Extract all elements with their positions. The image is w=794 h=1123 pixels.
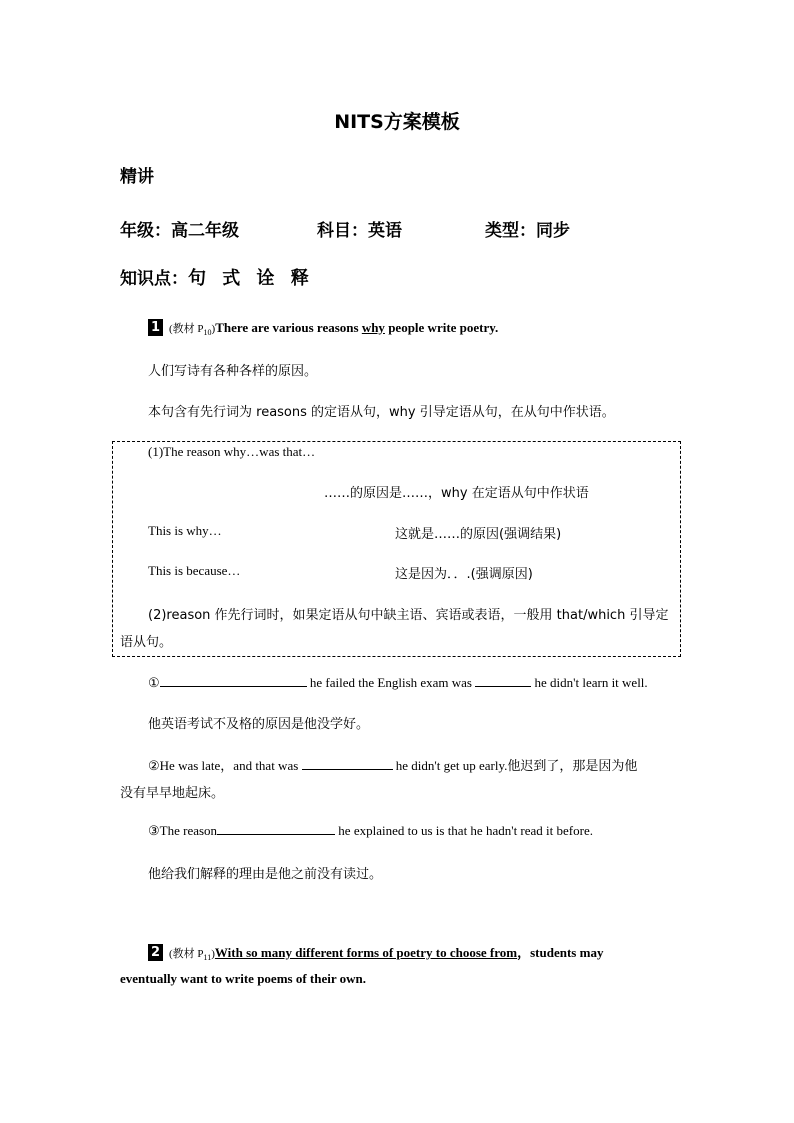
grade-field xyxy=(120,216,239,241)
note1-en: (1)The reason why…was that… xyxy=(148,444,316,459)
exercise-3: ③The reason he explained to us is that he hadn't read it before. xyxy=(148,823,593,838)
exercise-1-blank-2[interactable] xyxy=(475,674,531,687)
grade-label: 年级： xyxy=(120,221,171,241)
item2-number-badge: 2 xyxy=(148,944,163,961)
item2-heading xyxy=(148,942,603,962)
topic-value: 句 式 诠 释 xyxy=(188,268,314,289)
topic-field xyxy=(120,264,314,290)
note4-line1: (2)reason 作先行词时，如果定语从句中缺主语、宾语或表语，一般用 that/which 引导定 xyxy=(148,608,669,623)
note2-zh: 这就是……的原因(强调结果) xyxy=(395,527,562,542)
exercise-2-line2: 没有早早地起床。 xyxy=(120,786,225,801)
subject-label: 科目： xyxy=(317,221,368,241)
page-title: NITS方案模板 xyxy=(334,111,460,133)
exercise-1-blank-1[interactable] xyxy=(160,674,307,687)
subject-value: 英语 xyxy=(368,221,402,241)
item1-source: (教材 $P_{10}$) xyxy=(169,323,216,338)
note2-en: This is why… xyxy=(148,523,222,538)
item2-source: (教材 $P_{11}$) xyxy=(169,948,215,963)
note3-zh: 这是因为．．.(强调原因) xyxy=(395,567,533,582)
type-value: 同步 xyxy=(536,221,570,241)
note1-zh: ……的原因是……，why 在定语从句中作状语 xyxy=(324,486,589,501)
type-label: 类型： xyxy=(485,221,536,241)
item1-analysis: 本句含有先行词为 reasons 的定语从句，why 引导定语从句，在从句中作状语。 xyxy=(148,405,615,420)
item2-sentence: With so many different forms of poetry to choose from，students may xyxy=(214,945,604,960)
section-heading: 精讲 xyxy=(120,167,154,187)
item2-sentence-line2: eventually want to write poems of their own. xyxy=(120,971,367,986)
note3-en: This is because… xyxy=(148,563,241,578)
exercise-2: ②He was late，and that was he didn't get up early.他迟到了，那是因为他 xyxy=(148,758,638,773)
item1-number-badge: 1 xyxy=(148,319,163,336)
subject-field xyxy=(317,216,402,241)
item1-heading xyxy=(148,317,498,337)
exercise-2-blank[interactable] xyxy=(302,757,393,770)
exercise-1-translation: 他英语考试不及格的原因是他没学好。 xyxy=(148,717,370,732)
topic-label: 知识点： xyxy=(120,269,188,289)
item1-keyword: why xyxy=(361,320,385,335)
item1-translation: 人们写诗有各种各样的原因。 xyxy=(148,364,318,379)
exercise-3-translation: 他给我们解释的理由是他之前没有读过。 xyxy=(148,867,383,882)
item1-sentence: There are various reasons why people write poetry. xyxy=(215,320,499,335)
notes-box xyxy=(112,441,681,657)
note4-line2: 语从句。 xyxy=(120,635,173,650)
exercise-3-blank[interactable] xyxy=(217,822,335,835)
grade-value: 高二年级 xyxy=(171,221,239,241)
item2-underlined-phrase: With so many different forms of poetry to choose from xyxy=(214,945,518,960)
type-field xyxy=(485,216,570,241)
exercise-1: ① he failed the English exam was he didn't learn it well. xyxy=(148,675,648,690)
